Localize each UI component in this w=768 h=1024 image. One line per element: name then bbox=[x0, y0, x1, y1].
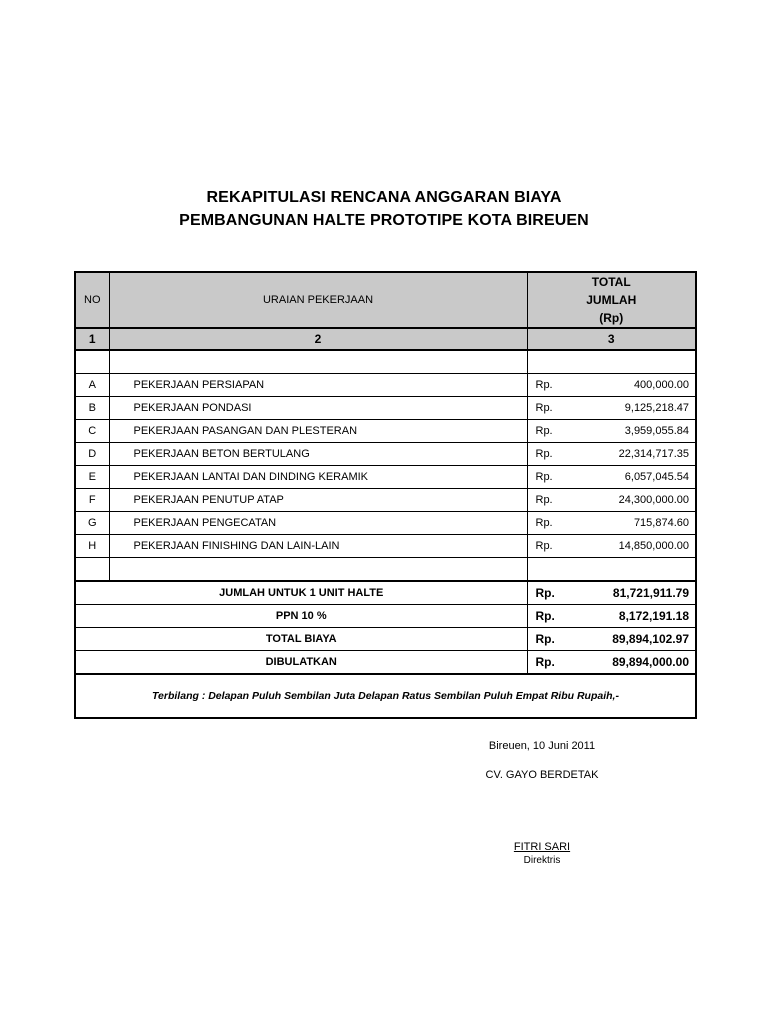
header-total-line2: JUMLAH bbox=[586, 293, 637, 307]
header-total bbox=[527, 272, 696, 328]
table-row bbox=[75, 374, 696, 397]
summary-body bbox=[75, 581, 696, 674]
signer-role: Direktris bbox=[523, 855, 561, 866]
summary-amount-cell bbox=[527, 628, 696, 651]
summary-row bbox=[75, 581, 696, 605]
table-row bbox=[75, 443, 696, 466]
budget-recap-table bbox=[74, 271, 697, 719]
summary-amount-cell bbox=[527, 581, 696, 605]
summary-label: JUMLAH UNTUK 1 UNIT HALTE bbox=[75, 581, 527, 605]
header-uraian: URAIAN PEKERJAAN bbox=[109, 272, 527, 328]
item-no: F bbox=[75, 489, 109, 512]
item-description: PEKERJAAN PENGECATAN bbox=[109, 512, 527, 535]
terbilang-row bbox=[75, 674, 696, 718]
document-title: REKAPITULASI RENCANA ANGGARAN BIAYA bbox=[206, 189, 562, 206]
table-row bbox=[75, 397, 696, 420]
item-no: C bbox=[75, 420, 109, 443]
item-amount: 715,874.60 bbox=[633, 517, 689, 529]
item-amount: 6,057,045.54 bbox=[624, 471, 689, 483]
item-no: E bbox=[75, 466, 109, 489]
column-number-row bbox=[75, 328, 696, 350]
currency-label: Rp. bbox=[535, 517, 553, 529]
column-number-2: 2 bbox=[109, 328, 527, 350]
item-description: PEKERJAAN LANTAI DAN DINDING KERAMIK bbox=[109, 466, 527, 489]
item-no: B bbox=[75, 397, 109, 420]
table-header-row bbox=[75, 272, 696, 328]
item-no: A bbox=[75, 374, 109, 397]
summary-label: DIBULATKAN bbox=[75, 651, 527, 675]
item-amount-cell bbox=[527, 443, 696, 466]
currency-label: Rp. bbox=[535, 586, 555, 600]
item-no: G bbox=[75, 512, 109, 535]
currency-label: Rp. bbox=[535, 425, 553, 437]
summary-row bbox=[75, 628, 696, 651]
signer-name: FITRI SARI bbox=[513, 841, 571, 853]
item-description: PEKERJAAN PERSIAPAN bbox=[109, 374, 527, 397]
item-no: H bbox=[75, 535, 109, 558]
item-description: PEKERJAAN FINISHING DAN LAIN-LAIN bbox=[109, 535, 527, 558]
currency-label: Rp. bbox=[535, 471, 553, 483]
item-amount: 9,125,218.47 bbox=[624, 402, 689, 414]
summary-row bbox=[75, 605, 696, 628]
currency-label: Rp. bbox=[535, 540, 553, 552]
currency-label: Rp. bbox=[535, 379, 553, 391]
summary-row bbox=[75, 651, 696, 675]
items-body bbox=[75, 374, 696, 558]
currency-label: Rp. bbox=[535, 655, 555, 669]
summary-amount: 81,721,911.79 bbox=[612, 586, 689, 600]
summary-amount: 8,172,191.18 bbox=[618, 609, 689, 623]
summary-amount-cell bbox=[527, 651, 696, 675]
summary-label: TOTAL BIAYA bbox=[75, 628, 527, 651]
currency-label: Rp. bbox=[535, 402, 553, 414]
currency-label: Rp. bbox=[535, 494, 553, 506]
item-description: PEKERJAAN PASANGAN DAN PLESTERAN bbox=[109, 420, 527, 443]
empty-row bbox=[75, 350, 696, 374]
table-row bbox=[75, 489, 696, 512]
table-row bbox=[75, 512, 696, 535]
empty-row bbox=[75, 558, 696, 582]
item-amount-cell bbox=[527, 512, 696, 535]
item-no: D bbox=[75, 443, 109, 466]
item-amount: 400,000.00 bbox=[633, 379, 689, 391]
header-no: NO bbox=[75, 272, 109, 328]
item-amount-cell bbox=[527, 489, 696, 512]
item-amount-cell bbox=[527, 420, 696, 443]
currency-label: Rp. bbox=[535, 448, 553, 460]
item-amount-cell bbox=[527, 466, 696, 489]
currency-label: Rp. bbox=[535, 609, 555, 623]
header-total-line3: (Rp) bbox=[599, 311, 624, 325]
item-amount-cell bbox=[527, 397, 696, 420]
currency-label: Rp. bbox=[535, 632, 555, 646]
item-amount: 14,850,000.00 bbox=[618, 540, 689, 552]
header-total-line1: TOTAL bbox=[591, 275, 631, 289]
company-name: CV. GAYO BERDETAK bbox=[485, 769, 599, 781]
item-amount-cell bbox=[527, 374, 696, 397]
table-row bbox=[75, 420, 696, 443]
place-date: Bireuen, 10 Juni 2011 bbox=[488, 740, 596, 752]
item-description: PEKERJAAN PONDASI bbox=[109, 397, 527, 420]
item-amount-cell bbox=[527, 535, 696, 558]
document-subtitle: PEMBANGUNAN HALTE PROTOTIPE KOTA BIREUEN bbox=[179, 212, 589, 229]
item-amount: 3,959,055.84 bbox=[624, 425, 689, 437]
column-number-1: 1 bbox=[75, 328, 109, 350]
item-amount: 24,300,000.00 bbox=[618, 494, 689, 506]
summary-label: PPN 10 % bbox=[75, 605, 527, 628]
item-description: PEKERJAAN PENUTUP ATAP bbox=[109, 489, 527, 512]
item-amount: 22,314,717.35 bbox=[618, 448, 689, 460]
summary-amount-cell bbox=[527, 605, 696, 628]
table-row bbox=[75, 466, 696, 489]
summary-amount: 89,894,000.00 bbox=[612, 655, 689, 669]
table-row bbox=[75, 535, 696, 558]
item-description: PEKERJAAN BETON BERTULANG bbox=[109, 443, 527, 466]
column-number-3: 3 bbox=[527, 328, 696, 350]
terbilang-text: Terbilang : Delapan Puluh Sembilan Juta Delapan Ratus Sembilan Puluh Empat Ribu Rupaih,- bbox=[75, 674, 696, 718]
summary-amount: 89,894,102.97 bbox=[612, 632, 689, 646]
